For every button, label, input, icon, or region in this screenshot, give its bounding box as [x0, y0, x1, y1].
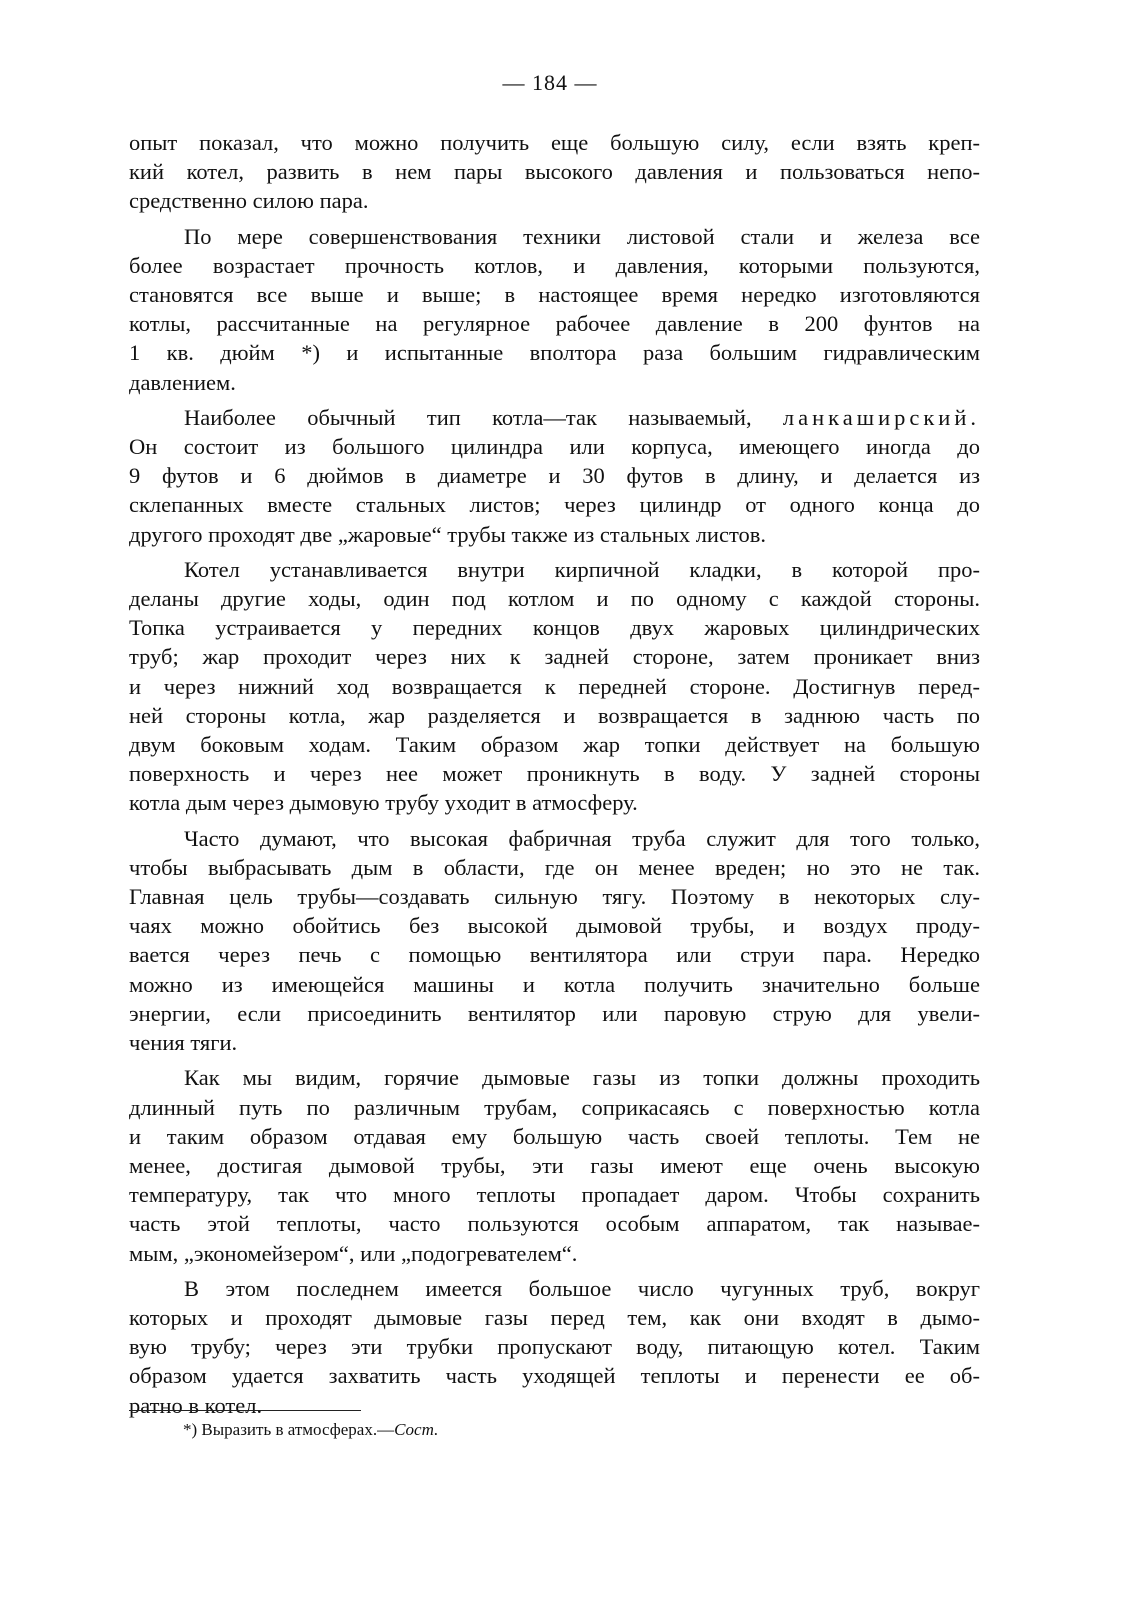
footnote — [183, 1418, 438, 1442]
text-line — [129, 403, 980, 432]
text-line: 9 футов и 6 дюймов в диаметре и 30 футов в длину, и делается из — [129, 463, 980, 489]
text-line: и через нижний ход возвращается к передней стороне. Достигнув перед- — [129, 673, 980, 699]
text-line: мым, „экономейзером“, или „подогревателем“. — [129, 1240, 578, 1266]
paragraph — [129, 1274, 980, 1420]
text-line: образом удается захватить часть уходящей теплоты и перенести ее об- — [129, 1363, 980, 1389]
text-line: опыт показал, что можно получить еще большую силу, если взять креп- — [129, 130, 980, 155]
text-line: деланы другие ходы, один под котлом и по одному с каждой стороны. — [129, 586, 980, 612]
text-line: вую трубу; через эти трубки пропускают воду, питающую котел. Таким — [129, 1334, 980, 1360]
paragraph — [129, 128, 980, 216]
text-line: другого проходят две „жаровые“ трубы также из стальных листов. — [129, 521, 766, 547]
text-line: температуру, так что много теплоты пропадает даром. Чтобы сохранить — [129, 1182, 980, 1208]
text-line: В этом последнем имеется большое число чугунных труб, вокруг — [184, 1275, 980, 1301]
text-line: Часто думают, что высокая фабричная труба служит для того только, — [184, 825, 980, 851]
paragraph — [129, 403, 980, 549]
footnote-text: *) Выразить в атмосферах.— — [183, 1420, 395, 1439]
paragraph — [129, 1063, 980, 1267]
page-number: — 184 — — [502, 70, 598, 95]
text-line: Топка устраивается у передних концов двух жаровых цилиндрических — [129, 615, 980, 641]
spaced-term: ланкаширский. — [782, 404, 980, 430]
paragraph — [129, 824, 980, 1058]
text-line: чения тяги. — [129, 1030, 238, 1056]
text-line: склепанных вместе стальных листов; через цилиндр от одного конца до — [129, 492, 980, 518]
text-line: длинный путь по различным трубам, соприкасаясь с поверхностью котла — [129, 1094, 980, 1120]
text-line: 1 кв. дюйм *) и испытанные вполтора раза большим гидравлическим — [129, 340, 980, 366]
text-line-prefix: Наиболее обычный тип котла—так называемый, — [184, 404, 783, 430]
text-line: давлением. — [129, 369, 236, 395]
text-line: более возрастает прочность котлов, и давления, которыми пользуются, — [129, 252, 980, 278]
text-line: которых и проходят дымовые газы перед тем, как они входят в дымо- — [129, 1304, 980, 1330]
text-line: ратно в котел. — [129, 1392, 263, 1418]
text-line: ней стороны котла, жар разделяется и возвращается в заднюю часть по — [129, 702, 980, 728]
text-line: котла дым через дымовую трубу уходит в атмосферу. — [129, 790, 638, 816]
text-line: По мере совершенствования техники листовой стали и железа все — [184, 223, 980, 249]
text-line: котлы, рассчитанные на регулярное рабочее давление в 200 фунтов на — [129, 311, 980, 337]
text-line: средственно силою пара. — [129, 188, 369, 214]
text-line: чтобы выбрасывать дым в области, где он менее вреден; но это не так. — [129, 854, 980, 880]
text-line: двум боковым ходам. Таким образом жар топки действует на большую — [129, 732, 980, 758]
text-line: кий котел, развить в нем пары высокого давления и пользоваться непо- — [129, 159, 980, 185]
text-line: Он состоит из большого цилиндра или корпуса, имеющего иногда до — [129, 434, 980, 460]
paragraph — [129, 555, 980, 818]
text-line: вается через печь с помощью вентилятора или струи пара. Нередко — [129, 942, 980, 968]
text-line: Главная цель трубы—создавать сильную тягу. Поэтому в некоторых слу- — [129, 884, 980, 910]
text-line: и таким образом отдавая ему большую часть своей теплоты. Тем не — [129, 1123, 980, 1149]
text-line: становятся все выше и выше; в настоящее время нередко изготовляются — [129, 282, 980, 308]
paragraph — [129, 222, 980, 397]
text-line: часть этой теплоты, часто пользуются особым аппаратом, так называе- — [129, 1211, 980, 1237]
text-line: труб; жар проходит через них к задней стороне, затем проникает вниз — [129, 644, 980, 670]
text-line: Котел устанавливается внутри кирпичной кладки, в которой про- — [184, 556, 980, 582]
body-text — [129, 128, 980, 1426]
text-line: чаях можно обойтись без высокой дымовой трубы, и воздух проду- — [129, 913, 980, 939]
text-line: энергии, если присоединить вентилятор или паровую струю для увели- — [129, 1000, 980, 1026]
text-line: можно из имеющейся машины и котла получить значительно больше — [129, 971, 980, 997]
text-line: менее, достигая дымовой трубы, эти газы имеют еще очень высокую — [129, 1152, 980, 1178]
text-line: поверхность и через нее может проникнуть в воду. У задней стороны — [129, 761, 980, 787]
text-line: Как мы видим, горячие дымовые газы из топки должны проходить — [184, 1065, 980, 1091]
footnote-divider — [129, 1410, 361, 1411]
footnote-abbreviation: Сост. — [394, 1420, 439, 1439]
